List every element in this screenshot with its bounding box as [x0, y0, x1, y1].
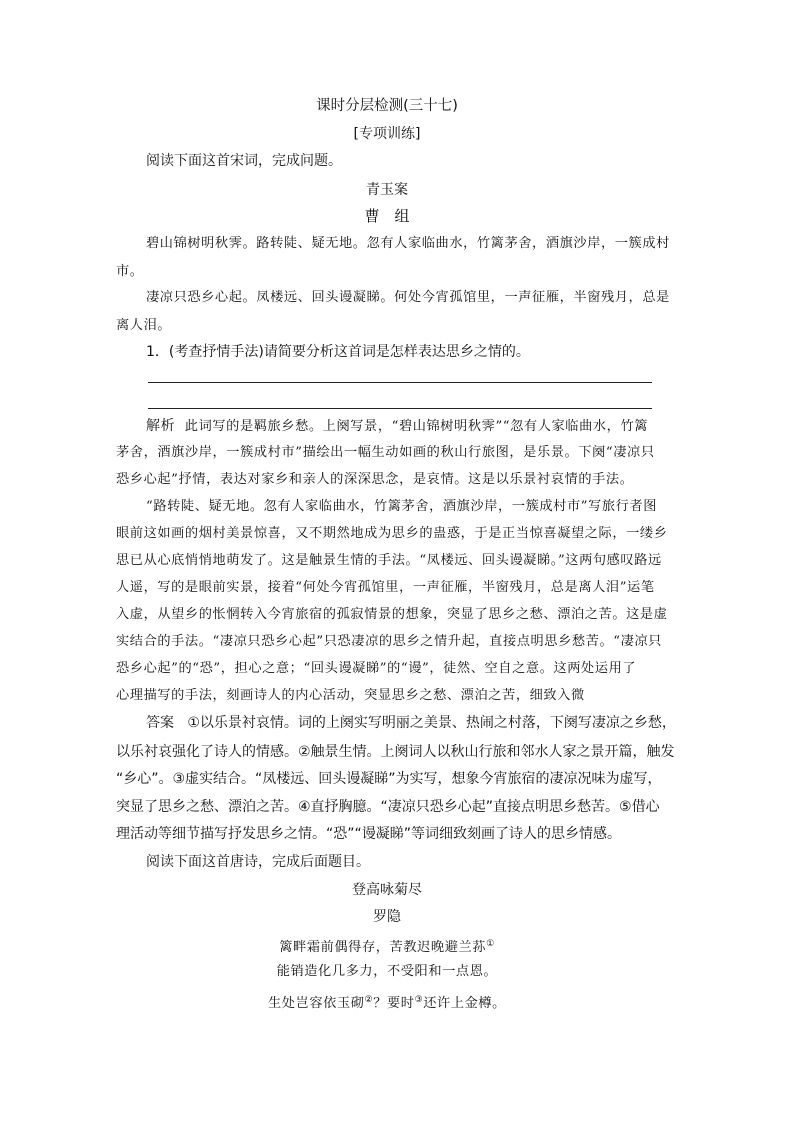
answer-label: 答案	[146, 715, 174, 731]
analysis-line: 思已从心底悄悄地萌发了。这是触景生情的手法。“凤楼远、回头谩凝睇。”这两句感叹路远	[116, 553, 662, 568]
poem1-line: 市。	[116, 264, 144, 279]
footnote-marker: ③	[414, 995, 424, 1005]
poem2-line-text: 篱畔霜前偶得存，苦教迟晚避兰荪	[279, 940, 487, 955]
poem2-line-text: 生处岂容依玉砌	[268, 996, 365, 1011]
answer-line: “乡心”。③虚实结合。“凤楼远、回头谩凝睇”为实写，想象今宵旅宿的凄凉况味为虚写，	[116, 771, 662, 787]
analysis-line: “路转陡、疑无地。忽有人家临曲水，竹篱茅舍，酒旗沙岸，一簇成村市”写旅行者图	[146, 499, 658, 514]
analysis-line: 入虚，从望乡的怅惘转入今宵旅宿的孤寂情景的想象，突显了思乡之愁、漂泊之苦。这是虚	[116, 607, 668, 622]
answer-line: 突显了思乡之愁、漂泊之苦。④直抒胸臆。“凄凉只恐乡心起”直接点明思乡愁苦。⑤借心	[116, 799, 660, 815]
analysis-label: 解析	[146, 418, 176, 434]
poem-title-1: 青玉案	[366, 182, 408, 198]
answer-line: 理活动等细节描写抒发思乡之情。“恐”“谩凝睇”等词细致刻画了诗人的思乡情感。	[116, 826, 622, 842]
instruction-1: 阅读下面这首宋词，完成问题。	[146, 153, 342, 169]
poem1-line: 离人泪。	[116, 318, 172, 333]
analysis-line: 恐乡心起”抒情，表达对家乡和亲人的深深思念，是哀情。这是以乐景衬哀情的手法。	[116, 472, 634, 487]
analysis-line: 恐乡心起”的“恐”，担心之意；“回头谩凝睇”的“谩”，徒然、空自之意。这两处运用了	[116, 661, 637, 676]
poem-title-2: 登高咏菊尽	[352, 882, 422, 898]
analysis-line: 眼前这如画的烟村美景惊喜，又不期然地成为思乡的蛊惑，于是正当惊喜凝望之际，一缕乡	[116, 526, 668, 541]
analysis-line	[116, 417, 658, 436]
analysis-line: 心理描写的手法，刻画诗人的内心活动，突显思乡之愁、漂泊之苦，细致入微	[116, 688, 585, 703]
analysis-line: 实结合的手法。“凄凉只恐乡心起”只恐凄凉的思乡之情升起，直接点明思乡愁苦。“凄凉只	[116, 634, 662, 649]
poem2-line	[116, 991, 658, 1013]
footnote-marker: ①	[486, 939, 495, 949]
answer-line: 以乐衬哀强化了诗人的情感。②触景生情。上阕词人以秋山行旅和邻水人家之景开篇，触发	[116, 744, 675, 760]
poem-author-2: 罗隐	[373, 909, 401, 925]
page-subtitle: [专项训练]	[353, 126, 421, 142]
footnote-marker: ②	[364, 995, 374, 1005]
answer-text: ①以乐景衬哀情。词的上阕实写明丽之美景、热闹之村落，下阕写凄凉之乡愁，	[187, 715, 676, 731]
answer-blank-line	[148, 382, 652, 383]
poem2-line-text: 能销造化几多力，不受阳和一点恩。	[276, 964, 498, 979]
poem2-line-text: ？要时	[373, 996, 415, 1011]
instruction-2: 阅读下面这首唐诗，完成后面题目。	[146, 854, 370, 870]
question-1: 1．(考查抒情手法)请简要分析这首词是怎样表达思乡之情的。	[146, 344, 530, 360]
poem-author-1: 曹 组	[364, 207, 410, 225]
poem2-line-text: 还许上金樽。	[423, 996, 506, 1011]
poem2-line	[116, 963, 658, 981]
poem1-line: 凄凉只恐乡心起。凤楼远、回头谩凝睇。何处今宵孤馆里，一声征雁，半窗残月，总是	[146, 290, 670, 305]
analysis-text: 此词写的是羁旅乡愁。上阕写景，“碧山锦树明秋霁”“忽有人家临曲水，竹篱	[184, 419, 649, 434]
poem1-line: 碧山锦树明秋霁。路转陡、疑无地。忽有人家临曲水，竹篱茅舍，酒旗沙岸，一簇成村	[146, 236, 670, 251]
analysis-line: 人遥，写的是眼前实景，接着“何处今宵孤馆里，一声征雁，半窗残月，总是离人泪”运笔	[116, 580, 655, 595]
analysis-line: 茅舍，酒旗沙岸，一簇成村市”描绘出一幅生动如画的秋山行旅图，是乐景。下阕“凄凉只	[116, 445, 655, 460]
poem2-line	[116, 935, 658, 957]
answer-blank-line	[148, 408, 652, 409]
answer-line	[116, 714, 676, 732]
page-title: 课时分层检测(三十七)	[316, 98, 458, 114]
